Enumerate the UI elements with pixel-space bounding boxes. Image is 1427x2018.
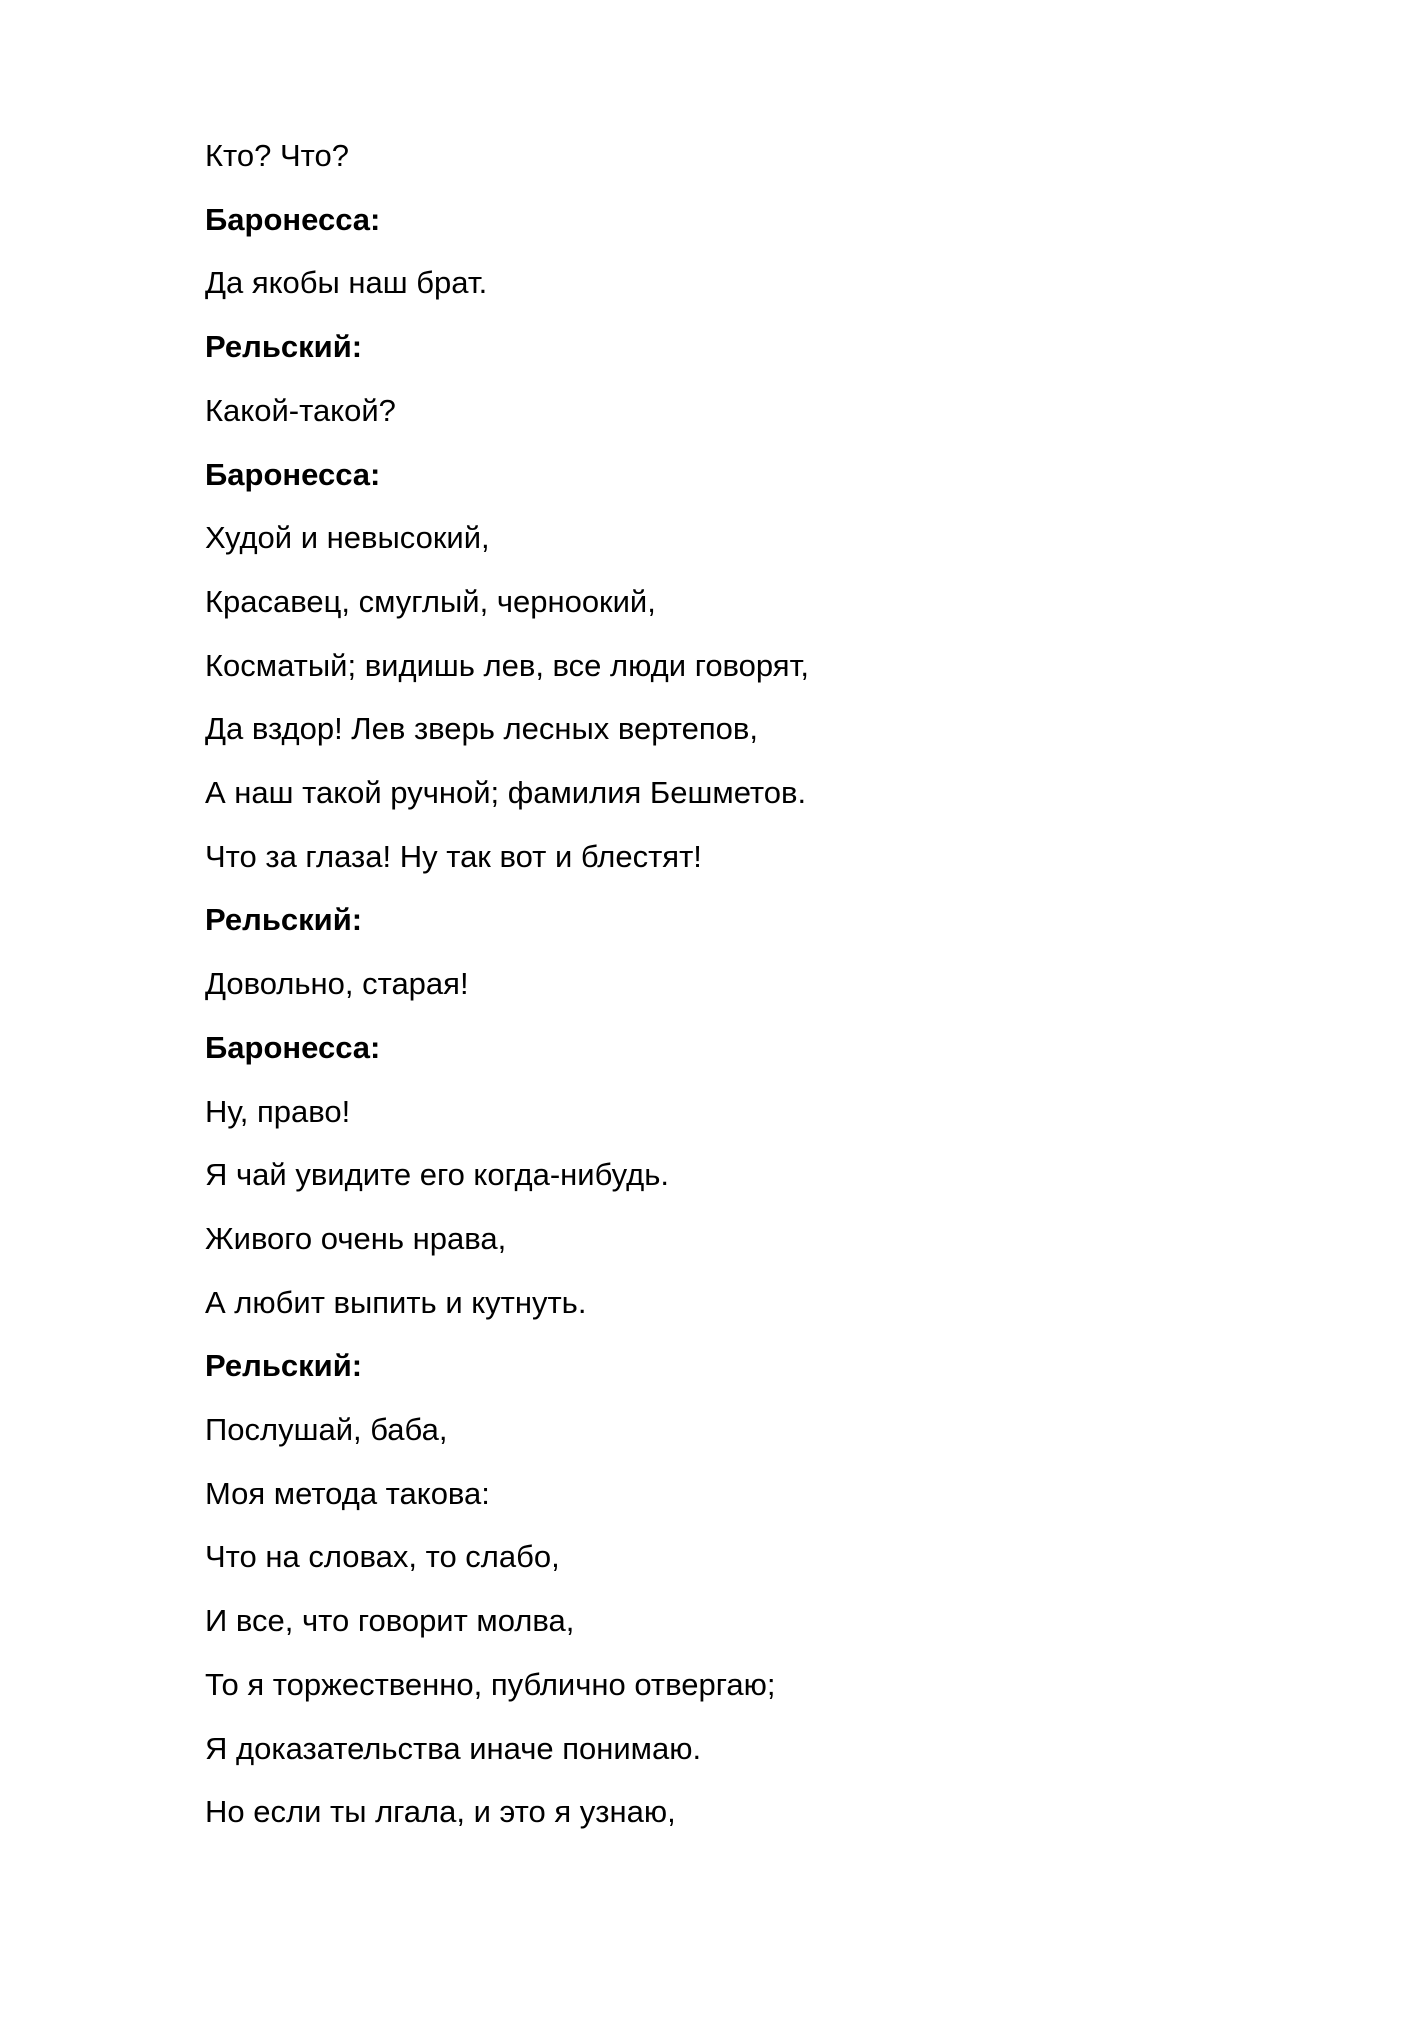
dialogue-line: Что за глаза! Ну так вот и блестят! bbox=[205, 838, 702, 874]
dialogue-line: Ну, право! bbox=[205, 1093, 351, 1129]
dialogue-line: И все, что говорит молва, bbox=[205, 1603, 575, 1639]
dialogue-line: Но если ты лгала, и это я узнаю, bbox=[205, 1794, 676, 1830]
speaker-name: Баронесса: bbox=[205, 1029, 381, 1065]
dialogue-line: А любит выпить и кутнуть. bbox=[205, 1284, 587, 1320]
dialogue-line: Кто? Что? bbox=[205, 138, 349, 173]
speaker-name: Рельский: bbox=[205, 902, 363, 938]
speaker-name: Рельский: bbox=[205, 1348, 363, 1384]
dialogue-line: Какой-такой? bbox=[205, 392, 396, 428]
dialogue-line: Довольно, старая! bbox=[205, 966, 469, 1002]
speaker-name: Рельский: bbox=[205, 329, 363, 365]
dialogue-line: Что на словах, то слабо, bbox=[205, 1539, 560, 1575]
dialogue-line: То я торжественно, публично отвергаю; bbox=[205, 1666, 776, 1702]
dialogue-line: Я чай увидите его когда-нибудь. bbox=[205, 1157, 669, 1193]
dialogue-line: Живого очень нрава, bbox=[205, 1220, 507, 1256]
dialogue-line: Да вздор! Лев зверь лесных вертепов, bbox=[205, 711, 759, 747]
speaker-name: Баронесса: bbox=[205, 201, 381, 237]
dialogue-line: А наш такой ручной; фамилия Бешметов. bbox=[205, 775, 807, 811]
dialogue-line: Да якобы наш брат. bbox=[205, 265, 488, 301]
dialogue-line: Я доказательства иначе понимаю. bbox=[205, 1730, 702, 1766]
dialogue-line: Моя метода такова: bbox=[205, 1475, 490, 1511]
dialogue-text-block bbox=[205, 124, 1367, 1844]
speaker-name: Баронесса: bbox=[205, 456, 381, 492]
dialogue-line: Худой и невысокий, bbox=[205, 520, 490, 556]
dialogue-line: Красавец, смуглый, черноокий, bbox=[205, 583, 656, 619]
dialogue-line: Косматый; видишь лев, все люди говорят, bbox=[205, 647, 809, 683]
dialogue-line: Послушай, баба, bbox=[205, 1412, 448, 1448]
